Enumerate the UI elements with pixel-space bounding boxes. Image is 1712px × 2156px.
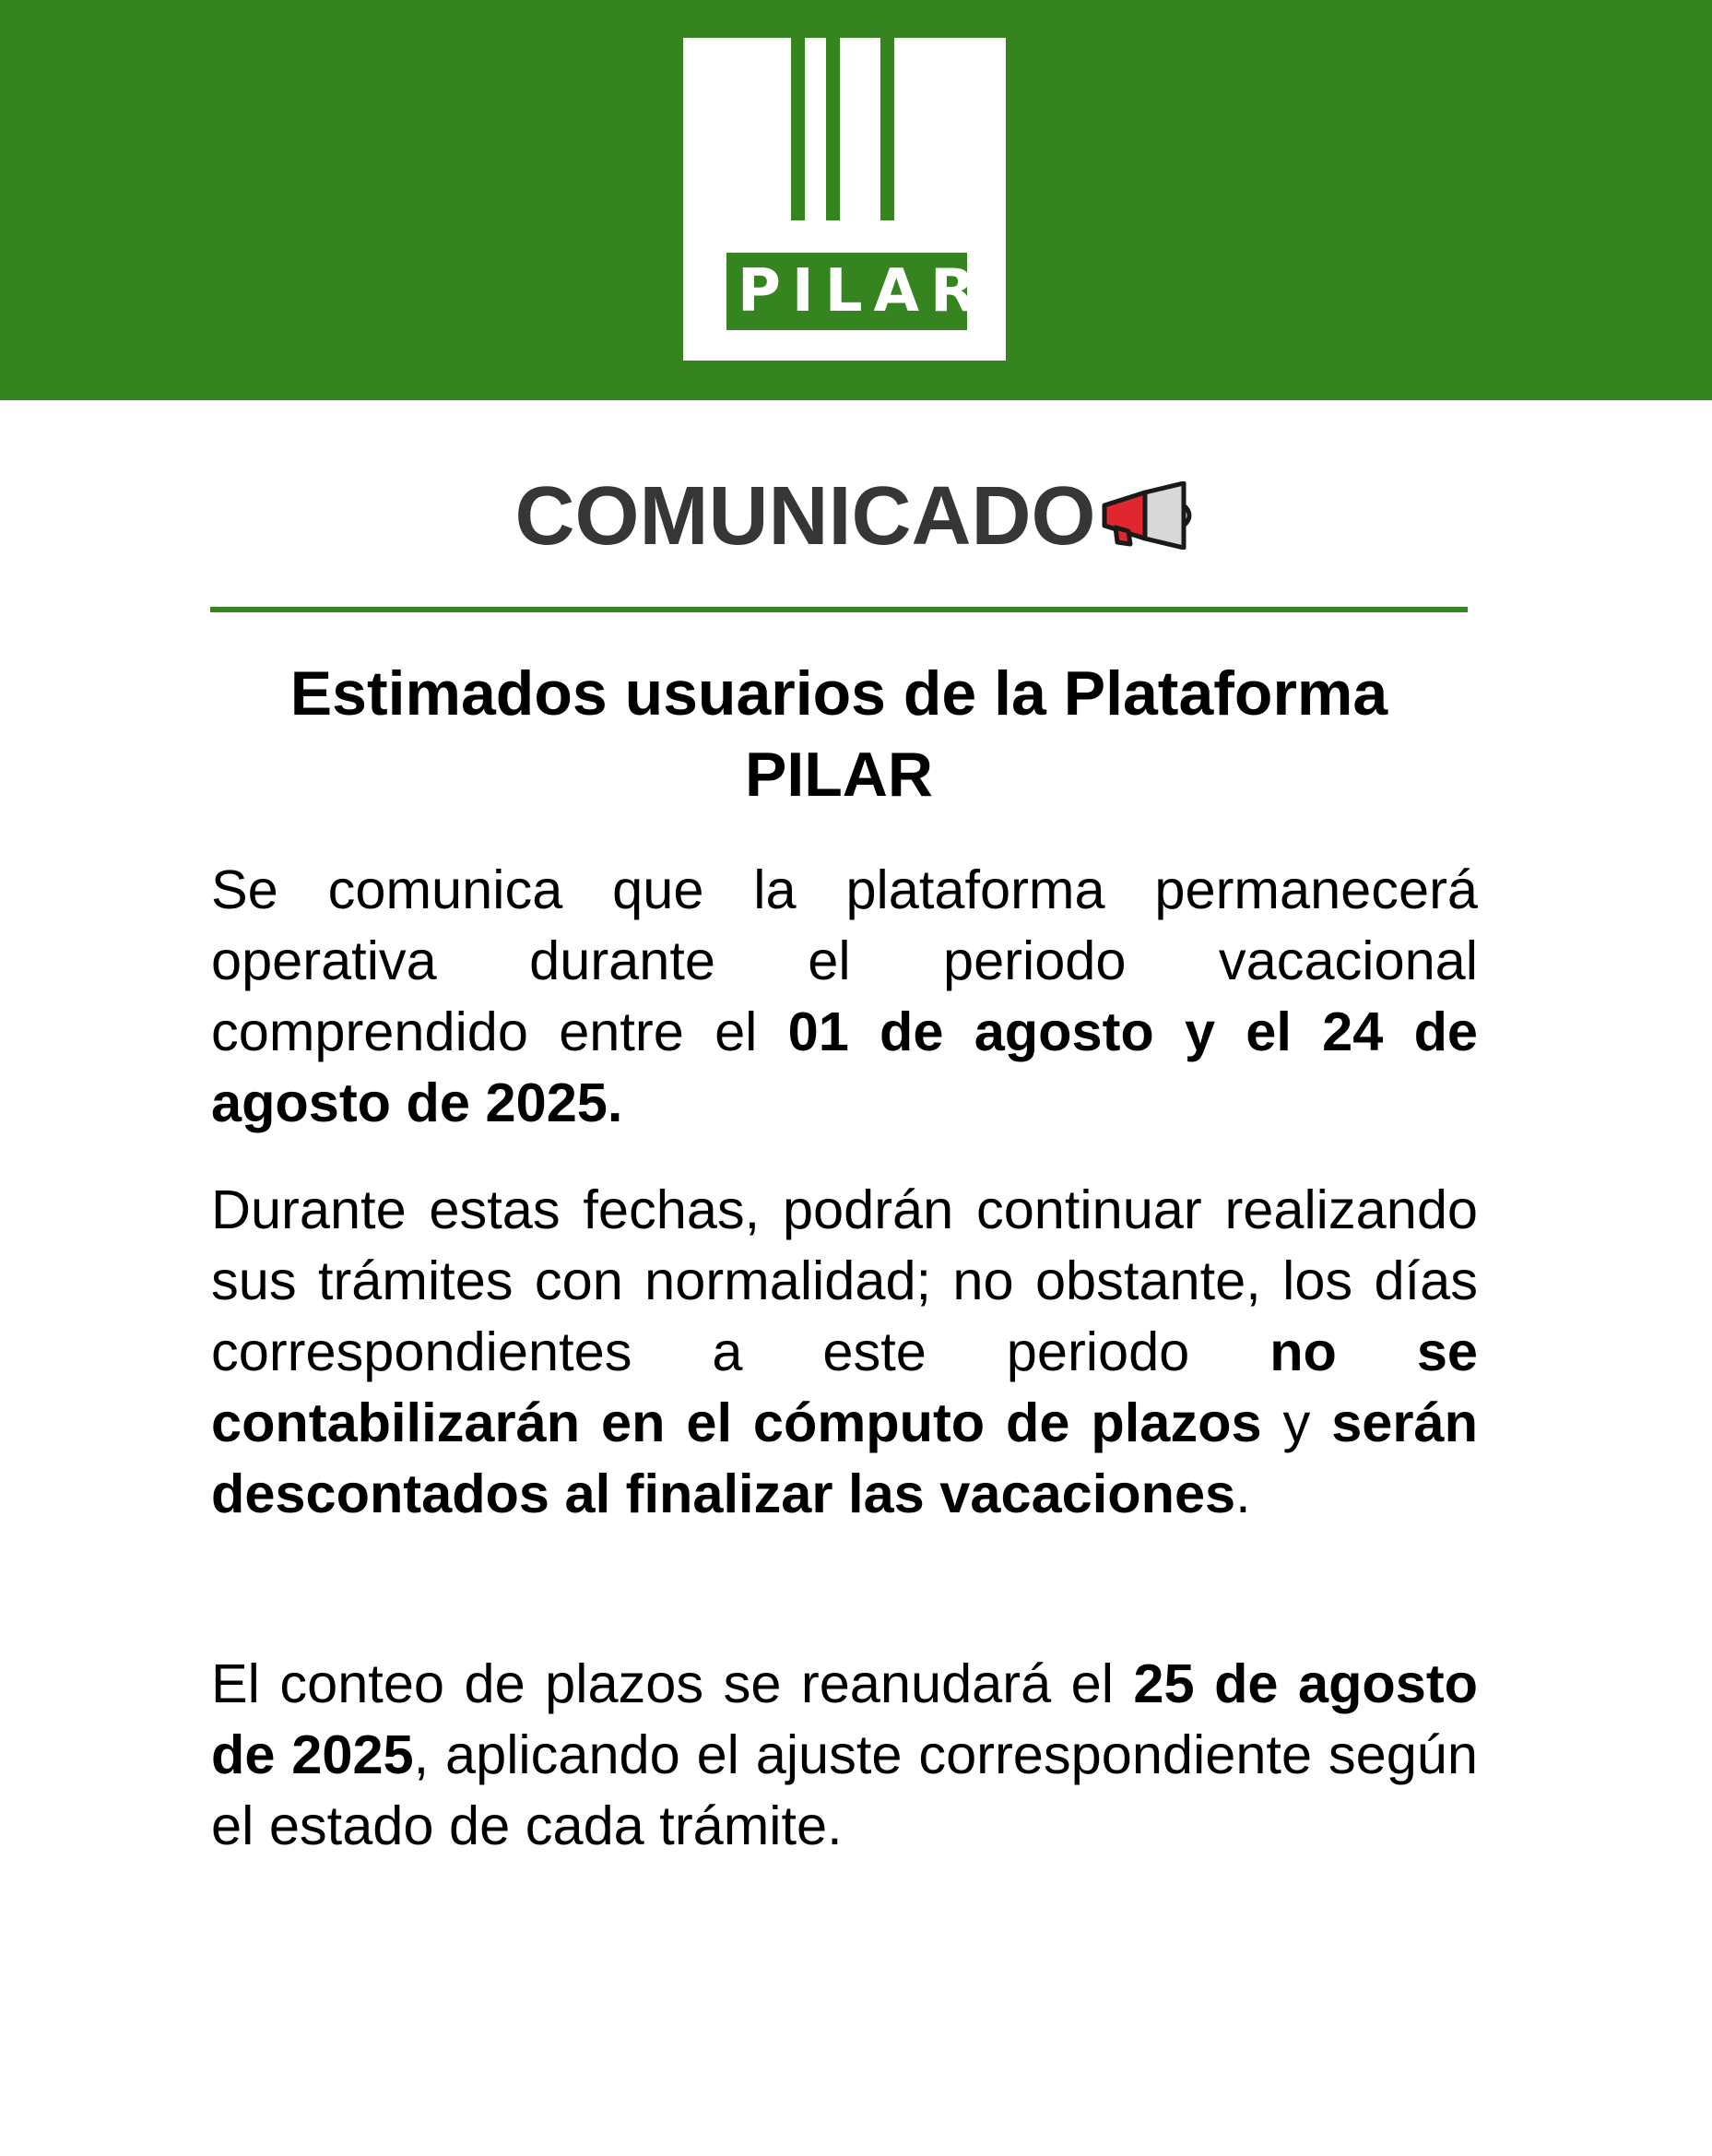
paragraph [211, 1648, 1478, 1861]
megaphone-icon [1099, 467, 1197, 577]
logo-bar [880, 38, 894, 220]
paragraph-bold: no se contabilizarán en el cómputo de plazos [211, 1321, 1478, 1453]
logo-text: PILAR [726, 253, 967, 330]
paragraph-text: y [1261, 1392, 1332, 1453]
paragraph-bold: serán descontados al finalizar las vacaciones [211, 1392, 1478, 1524]
logo-bar [791, 38, 805, 220]
paragraph-text: Durante estas fechas, podrán continuar realizando sus trámites con normalidad; no obstante, los días correspondientes a este periodo [211, 1179, 1478, 1382]
paragraph-text: . [1235, 1463, 1251, 1524]
paragraph-text: El conteo de plazos se reanudará el [211, 1653, 1134, 1714]
paragraph [211, 854, 1478, 1138]
paragraph-bold: 25 de agosto de 2025 [211, 1653, 1479, 1785]
page-title [0, 461, 1712, 577]
paragraph-text: , aplicando el ajuste correspondiente según el estado de cada trámite. [211, 1724, 1478, 1856]
paragraph [211, 1174, 1478, 1529]
title-text: COMUNICADO [514, 470, 1096, 563]
pilar-logo [683, 38, 1006, 361]
paragraph-text: Se comunica que la plataforma permanecerá operativa durante el periodo vacacional comprendido entre el [211, 859, 1478, 1062]
divider [210, 607, 1468, 612]
greeting-heading: Estimados usuarios de la Plataforma PILAR [289, 658, 1388, 810]
logo-bar [826, 38, 840, 220]
paragraph-bold: 01 de agosto y el 24 de agosto de 2025. [211, 1001, 1478, 1133]
header-band [0, 0, 1712, 400]
